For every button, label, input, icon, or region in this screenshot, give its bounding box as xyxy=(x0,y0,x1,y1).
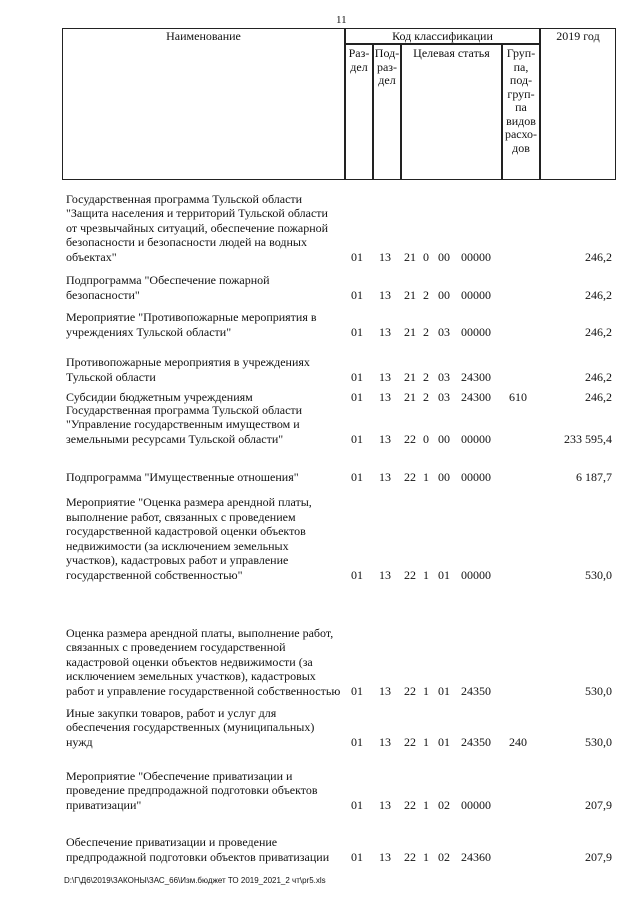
row-prog: 22 xyxy=(404,683,416,698)
row-razdel: 01 xyxy=(351,431,363,446)
row-mer: 03 xyxy=(438,324,450,339)
row-vid: 610 xyxy=(509,389,527,404)
row-razdel: 01 xyxy=(351,849,363,864)
row-sum: 6 187,7 xyxy=(576,469,612,484)
row-razdel: 01 xyxy=(351,797,363,812)
row-name: Мероприятие "Противопожарные мероприятия в учреждениях Тульской области" xyxy=(66,310,317,339)
row-podrazdel: 13 xyxy=(379,369,391,384)
row-prog: 22 xyxy=(404,431,416,446)
row-mer: 00 xyxy=(438,431,450,446)
row-sub: 1 xyxy=(423,734,429,749)
row-sum: 246,2 xyxy=(585,369,612,384)
row-sub: 2 xyxy=(423,324,429,339)
row-sub: 0 xyxy=(423,431,429,446)
row-razdel: 01 xyxy=(351,683,363,698)
row-sub: 2 xyxy=(423,389,429,404)
row-mer: 00 xyxy=(438,287,450,302)
header-name: Наименование xyxy=(62,28,345,180)
row-sub: 1 xyxy=(423,849,429,864)
row-dir: 00000 xyxy=(461,469,491,484)
row-prog: 21 xyxy=(404,287,416,302)
row-mer: 00 xyxy=(438,249,450,264)
row-podrazdel: 13 xyxy=(379,797,391,812)
row-prog: 21 xyxy=(404,389,416,404)
row-name: Государственная программа Тульской области "Управление государственным имуществом и земельными ресурсами Тульской области" xyxy=(66,402,303,446)
row-sub: 1 xyxy=(423,567,429,582)
row-sub: 2 xyxy=(423,287,429,302)
row-name: Иные закупки товаров, работ и услуг для обеспечения государственных (муниципальных) нужд xyxy=(66,705,315,749)
header-podrazdel: Под- раз- дел xyxy=(373,44,401,180)
row-mer: 03 xyxy=(438,389,450,404)
row-razdel: 01 xyxy=(351,389,363,404)
row-name: Мероприятие "Обеспечение приватизации и проведение предпродажной подготовки объектов приватизации" xyxy=(66,768,318,812)
row-sum: 246,2 xyxy=(585,287,612,302)
row-prog: 21 xyxy=(404,249,416,264)
header-group: Груп- па, под- груп- па видов расхо- дов xyxy=(502,44,540,180)
row-name: Противопожарные мероприятия в учреждениях Тульской области xyxy=(66,355,310,384)
row-sum: 530,0 xyxy=(585,567,612,582)
row-prog: 21 xyxy=(404,324,416,339)
row-sum: 233 595,4 xyxy=(564,431,612,446)
row-prog: 22 xyxy=(404,797,416,812)
row-sum: 246,2 xyxy=(585,324,612,339)
row-name: Мероприятие "Оценка размера арендной платы, выполнение работ, связанных с проведением государственной кадастровой оценки объектов недвижимости (за исключением земельных участков), кадастровых работ и управление государственной собственностью" xyxy=(66,495,312,582)
row-dir: 00000 xyxy=(461,249,491,264)
row-name: Государственная программа Тульской области "Защита населения и территорий Тульской области от чрезвычайных ситуаций, обеспечение пожарной безопасности и безопасности людей на водных объектах" xyxy=(66,191,329,264)
row-dir: 00000 xyxy=(461,324,491,339)
row-razdel: 01 xyxy=(351,324,363,339)
row-name: Подпрограмма "Имущественные отношения" xyxy=(66,469,299,484)
row-mer: 01 xyxy=(438,683,450,698)
row-razdel: 01 xyxy=(351,287,363,302)
row-sum: 530,0 xyxy=(585,683,612,698)
row-dir: 00000 xyxy=(461,797,491,812)
row-sub: 1 xyxy=(423,797,429,812)
row-razdel: 01 xyxy=(351,734,363,749)
row-sum: 530,0 xyxy=(585,734,612,749)
row-podrazdel: 13 xyxy=(379,683,391,698)
row-vid: 240 xyxy=(509,734,527,749)
row-dir: 24350 xyxy=(461,683,491,698)
row-sum: 246,2 xyxy=(585,389,612,404)
row-podrazdel: 13 xyxy=(379,849,391,864)
row-podrazdel: 13 xyxy=(379,567,391,582)
row-name: Подпрограмма "Обеспечение пожарной безопасности" xyxy=(66,273,270,302)
row-dir: 24360 xyxy=(461,849,491,864)
row-sub: 1 xyxy=(423,469,429,484)
row-podrazdel: 13 xyxy=(379,734,391,749)
row-razdel: 01 xyxy=(351,369,363,384)
row-razdel: 01 xyxy=(351,567,363,582)
row-dir: 24300 xyxy=(461,389,491,404)
header-year: 2019 год xyxy=(540,28,616,180)
row-name: Оценка размера арендной платы, выполнение работ, связанных с проведением государственной кадастровой оценки объектов недвижимости (за исключением земельных участков), кадастровых работ и управление государственной собственностью xyxy=(66,625,341,698)
row-prog: 21 xyxy=(404,369,416,384)
row-dir: 00000 xyxy=(461,287,491,302)
row-razdel: 01 xyxy=(351,249,363,264)
row-prog: 22 xyxy=(404,734,416,749)
row-razdel: 01 xyxy=(351,469,363,484)
row-dir: 24350 xyxy=(461,734,491,749)
page-number: 11 xyxy=(336,14,347,26)
row-mer: 02 xyxy=(438,849,450,864)
file-path-footer: D:\Г\Д6\2019\ЗАКОНЫ\ЗАС_66\Изм.бюджет ТО 2019_2021_2 чт\pr5.xls xyxy=(64,876,326,885)
row-podrazdel: 13 xyxy=(379,389,391,404)
row-mer: 03 xyxy=(438,369,450,384)
row-name: Обеспечение приватизации и проведение предпродажной подготовки объектов приватизации xyxy=(66,835,330,864)
row-dir: 00000 xyxy=(461,567,491,582)
row-mer: 00 xyxy=(438,469,450,484)
row-dir: 00000 xyxy=(461,431,491,446)
row-sub: 2 xyxy=(423,369,429,384)
row-podrazdel: 13 xyxy=(379,324,391,339)
row-mer: 02 xyxy=(438,797,450,812)
row-sum: 207,9 xyxy=(585,849,612,864)
row-sub: 0 xyxy=(423,249,429,264)
row-sum: 246,2 xyxy=(585,249,612,264)
row-name: Субсидии бюджетным учреждениям xyxy=(66,389,253,404)
row-podrazdel: 13 xyxy=(379,249,391,264)
row-mer: 01 xyxy=(438,734,450,749)
row-sub: 1 xyxy=(423,683,429,698)
header-target: Целевая статья xyxy=(401,44,502,180)
row-sum: 207,9 xyxy=(585,797,612,812)
row-podrazdel: 13 xyxy=(379,287,391,302)
row-dir: 24300 xyxy=(461,369,491,384)
row-podrazdel: 13 xyxy=(379,469,391,484)
header-razdel: Раз- дел xyxy=(345,44,373,180)
row-prog: 22 xyxy=(404,849,416,864)
row-prog: 22 xyxy=(404,567,416,582)
row-podrazdel: 13 xyxy=(379,431,391,446)
row-prog: 22 xyxy=(404,469,416,484)
row-mer: 01 xyxy=(438,567,450,582)
header-code: Код классификации xyxy=(345,28,540,44)
